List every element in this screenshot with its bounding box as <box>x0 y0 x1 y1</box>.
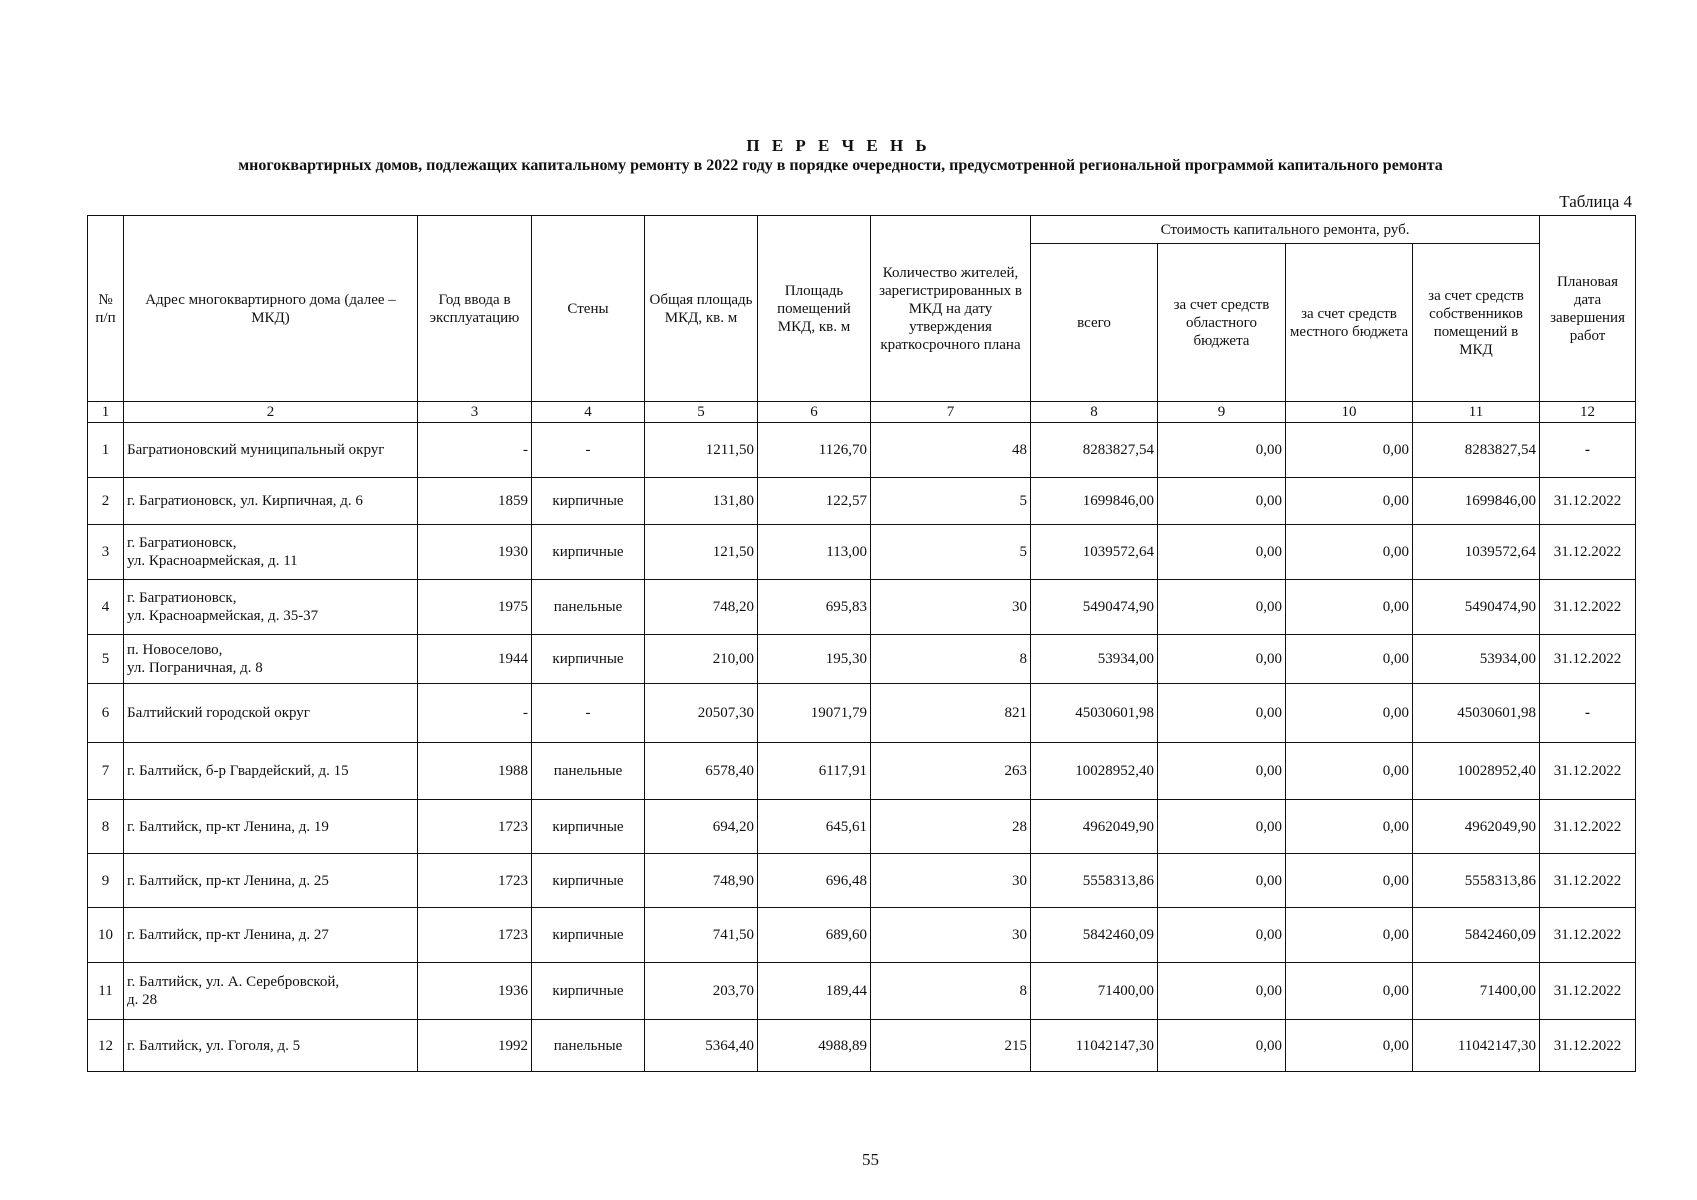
row-completion-date: 31.12.2022 <box>1540 478 1636 525</box>
row-cost-owners: 11042147,30 <box>1413 1020 1540 1072</box>
column-number: 5 <box>645 402 758 423</box>
row-residents: 30 <box>871 908 1031 963</box>
row-residents: 28 <box>871 800 1031 854</box>
header-cost-owners: за счет средств собственников помещений в МКД <box>1413 244 1540 402</box>
row-premises-area: 6117,91 <box>758 743 871 800</box>
row-year: 1723 <box>418 908 532 963</box>
table-row <box>88 963 1636 1020</box>
row-total-area: 121,50 <box>645 525 758 580</box>
row-cost-regional: 0,00 <box>1158 580 1286 635</box>
row-address: г. Багратионовск, ул. Красноармейская, д. 35-37 <box>124 580 418 635</box>
row-cost-owners: 4962049,90 <box>1413 800 1540 854</box>
repair-list-table <box>87 215 1636 1072</box>
row-premises-area: 645,61 <box>758 800 871 854</box>
column-number: 1 <box>88 402 124 423</box>
row-address: г. Балтийск, ул. А. Серебровской, д. 28 <box>124 963 418 1020</box>
row-premises-area: 113,00 <box>758 525 871 580</box>
row-residents: 215 <box>871 1020 1031 1072</box>
table-label: Таблица 4 <box>1559 192 1632 211</box>
header-cost-total: всего <box>1031 244 1158 402</box>
row-completion-date: 31.12.2022 <box>1540 854 1636 908</box>
header-cost-local: за счет средств местного бюджета <box>1286 244 1413 402</box>
row-cost-owners: 71400,00 <box>1413 963 1540 1020</box>
row-cost-total: 1699846,00 <box>1031 478 1158 525</box>
row-cost-owners: 5490474,90 <box>1413 580 1540 635</box>
row-completion-date: 31.12.2022 <box>1540 635 1636 684</box>
row-cost-local: 0,00 <box>1286 580 1413 635</box>
row-address: г. Багратионовск, ул. Красноармейская, д. 11 <box>124 525 418 580</box>
row-completion-date: 31.12.2022 <box>1540 963 1636 1020</box>
row-number: 6 <box>88 684 124 743</box>
row-cost-total: 45030601,98 <box>1031 684 1158 743</box>
row-walls: кирпичные <box>532 854 645 908</box>
row-number: 7 <box>88 743 124 800</box>
row-residents: 30 <box>871 580 1031 635</box>
row-residents: 5 <box>871 525 1031 580</box>
header-address: Адрес многоквартирного дома (далее – МКД) <box>124 216 418 402</box>
table-row <box>88 478 1636 525</box>
row-walls: - <box>532 684 645 743</box>
row-residents: 5 <box>871 478 1031 525</box>
row-walls: панельные <box>532 1020 645 1072</box>
document-subtitle: многоквартирных домов, подлежащих капитальному ремонту в 2022 году в порядке очередности, предусмотренной региональной программой капитального ремонта <box>238 157 1443 174</box>
table-row <box>88 743 1636 800</box>
row-total-area: 1211,50 <box>645 423 758 478</box>
column-number: 12 <box>1540 402 1636 423</box>
row-premises-area: 689,60 <box>758 908 871 963</box>
row-cost-regional: 0,00 <box>1158 478 1286 525</box>
row-walls: кирпичные <box>532 908 645 963</box>
row-completion-date: 31.12.2022 <box>1540 1020 1636 1072</box>
row-premises-area: 19071,79 <box>758 684 871 743</box>
row-year: 1723 <box>418 800 532 854</box>
row-residents: 263 <box>871 743 1031 800</box>
row-address: г. Балтийск, б-р Гвардейский, д. 15 <box>124 743 418 800</box>
column-number: 2 <box>124 402 418 423</box>
row-address: п. Новоселово, ул. Пограничная, д. 8 <box>124 635 418 684</box>
row-number: 5 <box>88 635 124 684</box>
row-cost-local: 0,00 <box>1286 800 1413 854</box>
row-cost-total: 8283827,54 <box>1031 423 1158 478</box>
row-cost-total: 5490474,90 <box>1031 580 1158 635</box>
row-walls: кирпичные <box>532 800 645 854</box>
table-row <box>88 800 1636 854</box>
row-cost-owners: 10028952,40 <box>1413 743 1540 800</box>
row-year: 1992 <box>418 1020 532 1072</box>
row-cost-owners: 45030601,98 <box>1413 684 1540 743</box>
row-residents: 8 <box>871 635 1031 684</box>
row-cost-total: 5558313,86 <box>1031 854 1158 908</box>
row-premises-area: 189,44 <box>758 963 871 1020</box>
row-address: г. Балтийск, пр-кт Ленина, д. 25 <box>124 854 418 908</box>
row-total-area: 748,20 <box>645 580 758 635</box>
column-number: 8 <box>1031 402 1158 423</box>
row-completion-date: 31.12.2022 <box>1540 580 1636 635</box>
row-number: 4 <box>88 580 124 635</box>
row-cost-local: 0,00 <box>1286 908 1413 963</box>
row-completion-date: - <box>1540 423 1636 478</box>
row-address: г. Балтийск, пр-кт Ленина, д. 27 <box>124 908 418 963</box>
row-walls: панельные <box>532 743 645 800</box>
row-completion-date: 31.12.2022 <box>1540 525 1636 580</box>
row-cost-local: 0,00 <box>1286 854 1413 908</box>
column-number: 6 <box>758 402 871 423</box>
row-cost-regional: 0,00 <box>1158 684 1286 743</box>
table-row <box>88 684 1636 743</box>
row-cost-owners: 5558313,86 <box>1413 854 1540 908</box>
row-cost-total: 1039572,64 <box>1031 525 1158 580</box>
table-row <box>88 635 1636 684</box>
column-number: 4 <box>532 402 645 423</box>
row-premises-area: 1126,70 <box>758 423 871 478</box>
row-number: 12 <box>88 1020 124 1072</box>
row-year: 1988 <box>418 743 532 800</box>
row-premises-area: 695,83 <box>758 580 871 635</box>
row-walls: - <box>532 423 645 478</box>
row-cost-regional: 0,00 <box>1158 423 1286 478</box>
row-total-area: 20507,30 <box>645 684 758 743</box>
row-total-area: 694,20 <box>645 800 758 854</box>
row-cost-owners: 8283827,54 <box>1413 423 1540 478</box>
table-row <box>88 423 1636 478</box>
column-numbers-row <box>88 402 1636 423</box>
header-residents: Количество жителей, зарегистрированных в МКД на дату утверждения краткосрочного плана <box>871 216 1031 402</box>
row-cost-local: 0,00 <box>1286 635 1413 684</box>
row-cost-regional: 0,00 <box>1158 635 1286 684</box>
row-walls: кирпичные <box>532 478 645 525</box>
column-number: 7 <box>871 402 1031 423</box>
row-year: 1975 <box>418 580 532 635</box>
row-cost-total: 71400,00 <box>1031 963 1158 1020</box>
row-cost-local: 0,00 <box>1286 684 1413 743</box>
row-residents: 30 <box>871 854 1031 908</box>
row-address: г. Балтийск, пр-кт Ленина, д. 19 <box>124 800 418 854</box>
row-cost-local: 0,00 <box>1286 1020 1413 1072</box>
table-body <box>88 423 1636 1072</box>
row-premises-area: 195,30 <box>758 635 871 684</box>
column-number: 9 <box>1158 402 1286 423</box>
row-walls: кирпичные <box>532 525 645 580</box>
header-premises-area: Площадь помещений МКД, кв. м <box>758 216 871 402</box>
row-year: 1930 <box>418 525 532 580</box>
row-cost-regional: 0,00 <box>1158 963 1286 1020</box>
row-total-area: 6578,40 <box>645 743 758 800</box>
row-cost-local: 0,00 <box>1286 963 1413 1020</box>
row-completion-date: 31.12.2022 <box>1540 800 1636 854</box>
row-year: 1944 <box>418 635 532 684</box>
row-cost-total: 5842460,09 <box>1031 908 1158 963</box>
row-cost-owners: 1699846,00 <box>1413 478 1540 525</box>
row-number: 3 <box>88 525 124 580</box>
row-cost-total: 4962049,90 <box>1031 800 1158 854</box>
row-total-area: 748,90 <box>645 854 758 908</box>
row-premises-area: 696,48 <box>758 854 871 908</box>
row-cost-regional: 0,00 <box>1158 1020 1286 1072</box>
row-address: Балтийский городской округ <box>124 684 418 743</box>
row-cost-local: 0,00 <box>1286 478 1413 525</box>
row-cost-regional: 0,00 <box>1158 525 1286 580</box>
row-completion-date: 31.12.2022 <box>1540 908 1636 963</box>
table-row <box>88 854 1636 908</box>
row-address: г. Багратионовск, ул. Кирпичная, д. 6 <box>124 478 418 525</box>
row-number: 10 <box>88 908 124 963</box>
row-cost-regional: 0,00 <box>1158 854 1286 908</box>
row-walls: кирпичные <box>532 635 645 684</box>
document-title: П Е Р Е Ч Е Н Ь <box>746 136 931 155</box>
column-number: 10 <box>1286 402 1413 423</box>
row-premises-area: 4988,89 <box>758 1020 871 1072</box>
row-cost-regional: 0,00 <box>1158 908 1286 963</box>
row-total-area: 741,50 <box>645 908 758 963</box>
row-residents: 821 <box>871 684 1031 743</box>
column-number: 3 <box>418 402 532 423</box>
row-cost-owners: 53934,00 <box>1413 635 1540 684</box>
row-total-area: 210,00 <box>645 635 758 684</box>
row-walls: кирпичные <box>532 963 645 1020</box>
row-cost-local: 0,00 <box>1286 423 1413 478</box>
row-number: 9 <box>88 854 124 908</box>
row-cost-owners: 1039572,64 <box>1413 525 1540 580</box>
row-total-area: 131,80 <box>645 478 758 525</box>
row-cost-local: 0,00 <box>1286 743 1413 800</box>
header-total-area: Общая площадь МКД, кв. м <box>645 216 758 402</box>
table-row <box>88 525 1636 580</box>
row-total-area: 203,70 <box>645 963 758 1020</box>
row-number: 8 <box>88 800 124 854</box>
header-cost-regional: за счет средств областного бюджета <box>1158 244 1286 402</box>
row-cost-owners: 5842460,09 <box>1413 908 1540 963</box>
table-row <box>88 908 1636 963</box>
column-number: 11 <box>1413 402 1540 423</box>
row-year: - <box>418 423 532 478</box>
row-year: 1859 <box>418 478 532 525</box>
row-cost-total: 53934,00 <box>1031 635 1158 684</box>
header-completion: Плановая дата завершения работ <box>1540 216 1636 402</box>
row-year: 1936 <box>418 963 532 1020</box>
table-row <box>88 580 1636 635</box>
table-row <box>88 1020 1636 1072</box>
row-cost-regional: 0,00 <box>1158 800 1286 854</box>
row-cost-total: 11042147,30 <box>1031 1020 1158 1072</box>
row-address: Багратионовский муниципальный округ <box>124 423 418 478</box>
row-address: г. Балтийск, ул. Гоголя, д. 5 <box>124 1020 418 1072</box>
row-completion-date: - <box>1540 684 1636 743</box>
row-residents: 48 <box>871 423 1031 478</box>
row-year: - <box>418 684 532 743</box>
page-number: 55 <box>862 1150 879 1169</box>
row-cost-regional: 0,00 <box>1158 743 1286 800</box>
row-number: 11 <box>88 963 124 1020</box>
row-premises-area: 122,57 <box>758 478 871 525</box>
row-number: 2 <box>88 478 124 525</box>
row-walls: панельные <box>532 580 645 635</box>
row-completion-date: 31.12.2022 <box>1540 743 1636 800</box>
row-total-area: 5364,40 <box>645 1020 758 1072</box>
header-year: Год ввода в эксплуатацию <box>418 216 532 402</box>
row-cost-total: 10028952,40 <box>1031 743 1158 800</box>
row-year: 1723 <box>418 854 532 908</box>
row-cost-local: 0,00 <box>1286 525 1413 580</box>
header-num: № п/п <box>88 216 124 402</box>
header-cost-group: Стоимость капитального ремонта, руб. <box>1031 216 1540 244</box>
header-walls: Стены <box>532 216 645 402</box>
row-number: 1 <box>88 423 124 478</box>
row-residents: 8 <box>871 963 1031 1020</box>
